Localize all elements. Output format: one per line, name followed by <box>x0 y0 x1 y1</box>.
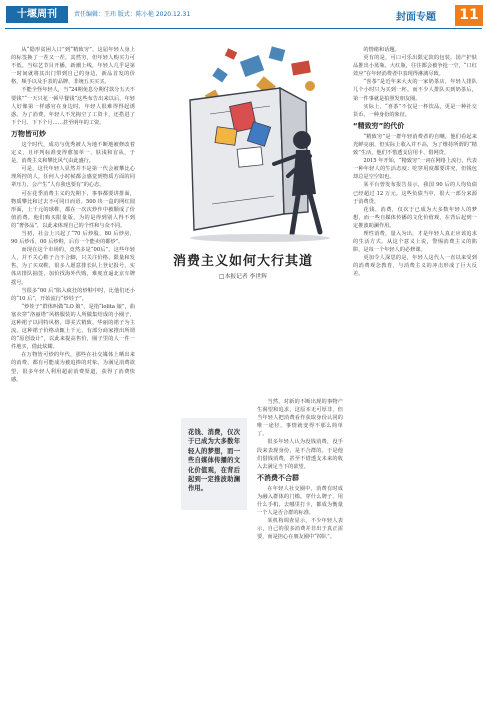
pull-quote-text: 花钱、消费，仅次于已成为大多数年轻人的梦想，而一些自媒体传播的文化价值观，在背后起到一定推波助澜作用。 <box>188 429 240 493</box>
article-headline: 消费主义如何大行其道 <box>172 254 313 269</box>
body-paragraph: 当初，社会上兴起了“70 后炒股，80 后炒房，90 后炒币，00 后炒鞋，后有一个能卖的都炒”。 <box>11 230 135 246</box>
body-paragraph: 实际上，“喜茶”不仅是一杯饮品，更是一种社交货币，一种身份的象征。 <box>353 103 477 118</box>
article-column-3 <box>257 398 343 696</box>
body-paragraph: 在年轻人社交圈中，消费有时成为融入群体的门槛。穿什么牌子、用什么手机、去哪里打卡，都成为衡量一个人是否合群的标准。 <box>257 485 343 517</box>
body-paragraph: 在万物皆可炒的年代，那些在社交媒体上晒出来的消费，都有可能成为被追捧的对象。为满足消费欲望，很多年轻人利用超前消费渠道，获得了消费快感。 <box>11 352 135 383</box>
body-paragraph: 而现在这个市场的，竟然多是“00后”。这些年轻人，并不关心鞋子合不合脚，只关注价格、限量和发售。为了买双鞋，很多人愿意排长队上登记报号，实体店排队抽签，加价找海外代购，难度直逼北京车牌摇号。 <box>11 247 135 286</box>
body-paragraph: “精致穷”是一群年轻消费者的自嘲，他们看起来光鲜亮丽，但实际上收入并不高，为了维持所谓的“精致”生活，他们不惜透支信用卡、借网贷。 <box>353 133 477 157</box>
section-subheading: “精致穷”的代价 <box>353 121 405 130</box>
body-paragraph: 很多年轻人认为没钱消费，没手段来表现身份，是不合群的。于是他们借钱消费，甚至不惜透支未来的收入去满足当下的欲望。 <box>257 439 343 470</box>
pull-quote <box>181 418 247 510</box>
body-paragraph: 花钱、消费，仅次于已成为大多数年轻人的梦想，而一些自媒体传播的文化价值观，在背后起到一定推波助澜作用。 <box>353 206 477 229</box>
body-paragraph: 更有的是，可口可乐出限定款的包装，国产护肤品推出小蓝瓶、大红瓶，往往都会被争抢一空，“口红效应”在年轻消费者中表现得淋漓尽致。 <box>353 55 477 78</box>
body-paragraph: 的情绪和话题。 <box>363 47 400 53</box>
editor-credits: 责任编辑：王玮 版式：陈小艳 2020.12.31 <box>74 11 191 18</box>
masthead-logo: 十堰周刊 <box>6 6 68 23</box>
body-paragraph: 可是，这代年轻人显然并不是第一代会被攀比心理所控的人。任何人小时候都会感觉到物质方面的同辈压力，会产生“人有我也要有”的心态。 <box>11 166 135 189</box>
section-title: 封面专题 <box>396 12 436 23</box>
body-paragraph: “喜茶”是近年来大火的一家奶茶店，年轻人排队几个小时只为买到一杯。而不少人排队买到奶茶后，第一件事就是拍照发朋友圈。 <box>353 79 477 102</box>
body-paragraph: 从“隐形贫困人口”到“精致穷”，这届年轻人身上的标签换了一茬又一茬。其然穷，但年轻人购买力可不低。当综艺节目开播，新潮上线，年轻人几乎是第一时间就将其出门带到自己的身边，新品首发的价格，频手以及手表的品牌，非统五买买买。 <box>11 47 135 86</box>
body-paragraph: 更加令人深思的是，年轻人这代人一直以来受到的消费观念教育，与消费主义的冲击形成了巨大反差。 <box>353 255 477 278</box>
article-illustration <box>150 44 346 246</box>
body-paragraph: “炒娃子”群体叫做“LO 娘”，是指“lolita 娘”，曲塞衣穿“洛丽塔”风格服装的人所做集结成的小圈子，这种裙子以同特风格，即美式精致、华丽的裙子为主流。这种裙子价格动辄上千元，有部分商家推出所谓的“原创设计”，以此来提高售价，圈子里的人一件一件地买，借此炫耀。 <box>11 303 135 351</box>
header-rule <box>5 28 482 29</box>
body-paragraph: 2015 年开始，“精致穷”一词在网络上流行，代表一种年轻人的生活态度：吃穿用度都要讲究，但钱包却总是空空如也。 <box>353 158 477 181</box>
body-paragraph: 理性消费，量入为出，才是年轻人真正应该追求的生活方式。从这个意义上说，警惕消费主义的陷阱，是每一个年轻人的必修课。 <box>353 230 477 254</box>
section-subheading: 万物皆可炒 <box>11 129 46 138</box>
body-paragraph: 不能全怪年轻人，当“24期免息分期付款分五天不要钱”“一天只花一顿早餐钱”这些布告出来以后，年轻人好像第一样感官在身边时，年轻人很难得得起诱惑。为了消费，年轻人不光掏空了工资卡，还搭进了下个月、下下个月……甚至明年的工资。 <box>11 87 135 126</box>
page-number: 11 <box>455 5 483 26</box>
article-byline: □本报记者 李世辉 <box>219 274 267 280</box>
body-paragraph: 某机构调查显示，不少年轻人表示，自己的很多消费并非出于真正需要，而是担心在朋友圈中“掉队”。 <box>257 518 343 541</box>
article-column-4 <box>353 46 477 696</box>
body-paragraph: 当然，对新的不断出现的事物产生渴望和追求，这原本无可厚非，但当年轻人把消费看作获取身份认同的唯一途径，事情就变得不那么简单了。 <box>257 399 343 438</box>
body-paragraph: 某平台曾发布报告显示，我国 90 后的人均负债已经超过 12 万元。这些负债当中，很大一部分来源于消费贷。 <box>353 182 477 205</box>
page-header <box>0 0 487 30</box>
section-subheading: 不消费不合群 <box>257 473 299 482</box>
article-column-1 <box>11 46 135 696</box>
body-paragraph: 可在花季消费主义的先期下，事事都要讲排面，物质攀比和过去不可同日而语。500 块一盒的网红圆形面，上千元的球鞋，都在一次次炒作中被顺成了价值消费。他们购买限量版，为的是得到别人得不到的“奢侈品”，以此来体现自己的个性和与众不同。 <box>11 190 135 229</box>
body-paragraph: 当很多“00 后”陷入疯狂的炒鞋中时，比他们还小的“10 后”，开始流行“炒娃子”。 <box>11 287 135 302</box>
body-paragraph: 这个时代，成功与优秀被人为地不断地被修改着定义，且评判标准变得愈加单一、肤浅和盲从，于是，消费主义和攀比风气由此盛行。 <box>11 141 135 165</box>
shopping-illustration <box>150 44 346 246</box>
